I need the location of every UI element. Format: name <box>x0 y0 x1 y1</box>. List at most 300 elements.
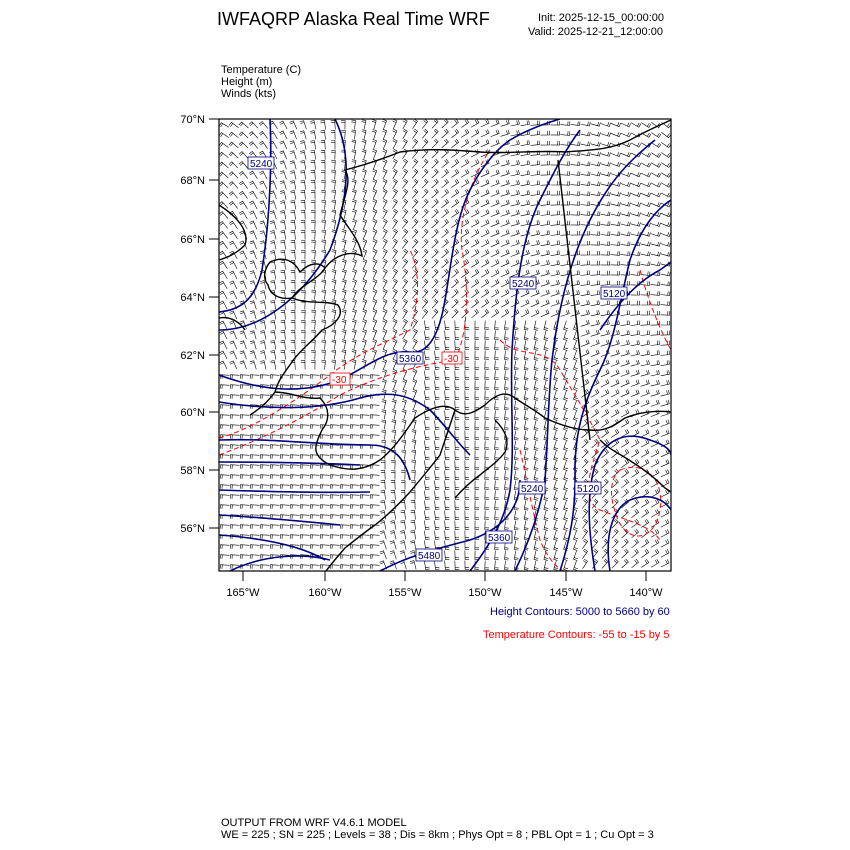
wind-barb <box>445 441 450 450</box>
wind-barb <box>534 321 538 331</box>
wind-barb <box>310 425 319 429</box>
wind-barb <box>310 131 316 140</box>
wind-barb <box>651 153 661 158</box>
wind-barb <box>521 270 529 277</box>
wind-barb <box>311 161 316 170</box>
wind-barb <box>321 190 325 199</box>
wind-barb <box>661 549 669 557</box>
wind-barb <box>402 179 407 189</box>
wind-barb <box>301 270 305 279</box>
wind-barb <box>219 231 228 238</box>
wind-barb <box>342 320 346 330</box>
wind-barb <box>622 509 629 518</box>
wind-barb <box>524 511 528 521</box>
wind-barb <box>475 381 479 390</box>
wind-barb <box>524 451 528 461</box>
wind-barb <box>401 450 405 460</box>
height-contour-label: 5360 <box>488 533 511 544</box>
wind-barb <box>362 130 366 140</box>
wind-barb <box>485 521 489 530</box>
wind-barb <box>501 270 509 277</box>
wind-barb <box>432 119 438 128</box>
wind-barb <box>581 280 590 285</box>
wind-barb <box>402 259 407 269</box>
wind-barb <box>300 141 306 150</box>
wind-barb <box>340 565 349 569</box>
wind-barb <box>571 161 581 165</box>
wind-barb <box>465 331 469 340</box>
wind-barb <box>541 260 550 266</box>
wind-barb <box>432 129 438 138</box>
wind-barb <box>411 460 415 470</box>
wind-barb <box>445 501 450 510</box>
wind-barb <box>601 212 611 216</box>
wind-barb <box>471 229 479 237</box>
wind-barb <box>491 269 499 277</box>
wind-barb <box>435 361 440 370</box>
wind-barb <box>621 212 631 216</box>
wind-barb <box>475 441 479 450</box>
wind-barb <box>461 279 468 288</box>
wind-barb <box>402 400 406 410</box>
wind-barb <box>442 129 449 138</box>
wind-barb <box>403 119 407 129</box>
wind-barb <box>611 251 620 255</box>
wind-barb <box>270 221 276 230</box>
wind-barb <box>601 162 611 166</box>
wind-barb <box>531 141 540 146</box>
wind-barb <box>291 271 295 280</box>
wind-barb <box>239 171 248 178</box>
wind-barb <box>485 501 489 510</box>
wind-barb <box>661 390 670 396</box>
wind-barb <box>400 541 406 550</box>
wind-barb <box>465 501 469 510</box>
wind-barb <box>651 559 659 567</box>
wind-barb <box>551 310 559 317</box>
wind-barb <box>311 230 315 239</box>
wind-barb <box>290 415 299 419</box>
wind-barb <box>485 561 489 570</box>
wind-barb <box>435 421 440 430</box>
wind-barb <box>554 531 558 541</box>
wind-barb <box>574 371 578 381</box>
wind-barb <box>280 221 285 230</box>
wind-barb <box>491 210 499 217</box>
wind-barb <box>514 371 518 380</box>
wind-barb <box>611 192 621 196</box>
wind-barb <box>229 182 238 189</box>
lon-label: 165°W <box>226 587 260 599</box>
wind-barb <box>372 179 376 189</box>
wind-barb <box>280 415 289 419</box>
wind-barb <box>485 511 489 520</box>
height-contour-line <box>219 515 340 525</box>
wind-barb <box>270 525 279 529</box>
wind-barb <box>330 435 339 439</box>
wind-barb <box>424 541 429 550</box>
wind-barb <box>270 201 277 210</box>
wind-barb <box>352 340 356 350</box>
wind-barb <box>641 173 651 177</box>
wind-barb <box>544 541 548 551</box>
wind-barb <box>574 401 578 411</box>
wind-barb <box>461 259 468 267</box>
wind-barb <box>521 180 530 186</box>
wind-barb <box>561 171 570 175</box>
wind-barb <box>651 459 659 467</box>
wind-barb <box>330 535 339 539</box>
wind-barb <box>465 551 469 560</box>
wind-barb <box>220 475 229 479</box>
wind-barb <box>301 191 306 200</box>
wind-barb <box>465 461 469 470</box>
wind-barb <box>485 481 489 490</box>
wind-barb <box>270 241 276 250</box>
wind-barb <box>531 230 540 236</box>
wind-barb <box>641 212 651 216</box>
wind-barb <box>505 481 509 491</box>
wind-barb <box>445 471 450 480</box>
wind-barb <box>554 411 558 421</box>
wind-barb <box>651 331 660 336</box>
wind-barb <box>455 371 459 380</box>
wind-barb <box>661 232 671 237</box>
wind-barb <box>631 311 640 316</box>
wind-barb <box>442 139 449 148</box>
wind-barb <box>342 280 346 290</box>
temperature-contour-line <box>219 250 418 438</box>
wind-barb <box>641 163 651 167</box>
wind-barb <box>352 150 356 160</box>
wind-barb <box>451 179 458 187</box>
wind-barb <box>350 475 359 479</box>
wind-barb <box>370 415 379 419</box>
wind-barb <box>461 119 468 127</box>
wind-barb <box>424 441 429 450</box>
wind-barb <box>424 381 429 390</box>
wind-barb <box>311 320 315 329</box>
wind-barb <box>310 485 319 489</box>
wind-barb <box>442 249 449 258</box>
wind-barb <box>661 400 670 406</box>
wind-barb <box>310 505 319 509</box>
wind-barb <box>574 541 578 551</box>
wind-barb <box>551 211 560 216</box>
wind-barb <box>661 360 670 365</box>
wind-barb <box>390 541 396 550</box>
wind-barb <box>219 281 227 289</box>
wind-barb <box>281 321 286 330</box>
wind-barb <box>622 539 629 548</box>
wind-barb <box>641 340 650 345</box>
wind-barb <box>445 481 450 490</box>
wind-barb <box>544 351 548 361</box>
wind-barb <box>621 360 630 366</box>
wind-barb <box>461 129 469 137</box>
wind-barb <box>511 240 520 247</box>
wind-barb <box>465 531 469 540</box>
wind-barb <box>220 545 229 549</box>
wind-barb <box>381 491 386 500</box>
wind-barb <box>524 411 528 421</box>
wind-barb <box>432 309 438 318</box>
wind-barb <box>445 371 450 380</box>
wind-barb <box>432 209 439 218</box>
wind-barb <box>583 549 588 559</box>
wind-barb <box>280 141 287 149</box>
wind-barb <box>260 425 269 429</box>
wind-barb <box>581 271 590 276</box>
wind-barb <box>591 162 601 166</box>
wind-barb <box>280 361 285 370</box>
wind-barb <box>432 229 439 238</box>
wind-barb <box>250 395 259 399</box>
wind-barb <box>270 425 279 429</box>
wind-barb <box>342 350 346 360</box>
wind-barb <box>521 309 529 317</box>
wind-barb <box>219 361 227 369</box>
wind-barb <box>514 551 518 560</box>
wind-barb <box>475 501 479 510</box>
wind-barb <box>280 445 289 449</box>
wind-barb <box>321 210 325 219</box>
wind-barb <box>393 279 398 289</box>
wind-barb <box>280 241 285 250</box>
wind-barb <box>651 489 659 497</box>
wind-barb <box>531 240 540 246</box>
wind-barb <box>270 361 275 370</box>
wind-barb <box>551 240 560 245</box>
wind-barb <box>382 359 386 369</box>
wind-barb <box>393 299 398 309</box>
wind-barb <box>611 330 620 336</box>
wind-barb <box>230 351 237 359</box>
wind-barb <box>661 252 671 256</box>
wind-barb <box>602 529 608 538</box>
wind-barb <box>260 291 266 300</box>
wind-barb <box>402 209 408 219</box>
wind-barb <box>372 130 376 140</box>
wind-barb <box>554 371 558 381</box>
height-contour-line <box>608 497 671 571</box>
wind-barb <box>422 119 428 129</box>
wind-barb <box>422 259 428 268</box>
wind-barb <box>612 539 618 548</box>
wind-barb <box>321 180 325 189</box>
wind-barb <box>564 501 568 511</box>
wind-barb <box>651 183 661 188</box>
wind-barb <box>511 190 520 196</box>
wind-barb <box>219 172 228 178</box>
wind-barb <box>505 421 509 431</box>
wind-barb <box>511 270 519 277</box>
wind-barb <box>622 519 629 528</box>
wind-barb <box>632 559 639 568</box>
wind-barb <box>412 139 417 149</box>
wind-barb <box>511 230 520 236</box>
wind-barb <box>475 421 479 430</box>
wind-barb <box>281 311 286 320</box>
wind-barb <box>300 425 309 429</box>
wind-barb <box>481 150 489 157</box>
wind-barb <box>342 270 346 280</box>
wind-barb <box>501 240 509 247</box>
wind-barb <box>260 495 269 499</box>
wind-barb <box>651 390 660 396</box>
wind-barb <box>340 425 349 429</box>
wind-barb <box>370 455 379 459</box>
wind-barb <box>495 511 499 520</box>
wind-barb <box>383 249 388 259</box>
wind-barb <box>424 451 429 460</box>
wind-barb <box>574 411 578 421</box>
wind-barb <box>412 440 416 450</box>
wind-barb <box>544 341 548 351</box>
wind-barb <box>591 221 600 225</box>
wind-barb <box>362 299 366 309</box>
wind-barb <box>612 459 619 468</box>
wind-barb <box>311 191 315 200</box>
wind-barb <box>491 200 499 207</box>
wind-barb <box>332 270 336 280</box>
wind-barb <box>402 410 406 420</box>
wind-barb <box>220 565 229 569</box>
wind-barb <box>495 431 499 440</box>
wind-barb <box>360 415 369 419</box>
wind-barb <box>360 405 369 409</box>
wind-barb <box>601 271 610 275</box>
wind-barb <box>591 281 600 286</box>
wind-barb <box>270 211 276 220</box>
wind-barb <box>352 269 356 279</box>
wind-barb <box>240 505 249 509</box>
wind-barb <box>321 340 325 350</box>
wind-barb <box>485 391 489 400</box>
wind-barb <box>381 461 385 470</box>
wind-barb <box>300 495 309 499</box>
wind-barb <box>300 181 305 190</box>
wind-barb <box>531 260 540 266</box>
wind-barb <box>311 280 315 289</box>
wind-barb <box>621 202 631 206</box>
wind-barb <box>491 240 499 247</box>
wind-barb <box>591 241 600 245</box>
wind-barb <box>651 242 661 246</box>
wind-barb <box>485 421 489 430</box>
wind-barb <box>631 360 640 366</box>
wind-barb <box>475 551 479 560</box>
wind-barb <box>611 202 621 206</box>
wind-barb <box>445 511 450 520</box>
wind-barb <box>564 321 568 331</box>
wind-barb <box>583 559 588 569</box>
wind-barb <box>229 152 238 158</box>
wind-barb <box>541 141 550 145</box>
wind-barb <box>342 330 346 340</box>
wind-barb <box>641 271 651 275</box>
wind-barb <box>270 505 279 509</box>
wind-barb <box>301 201 306 210</box>
wind-barb <box>581 211 590 215</box>
wind-barb <box>554 491 558 501</box>
wind-barb <box>534 561 538 571</box>
wind-barb <box>422 269 428 278</box>
wind-barb <box>641 252 651 256</box>
wind-barb <box>451 129 458 138</box>
wind-barb <box>561 201 570 205</box>
wind-barb <box>362 239 366 249</box>
wind-barb <box>475 521 479 530</box>
wind-barb <box>602 559 608 568</box>
wind-barb <box>320 435 329 439</box>
wind-barb <box>582 539 587 549</box>
wind-barb <box>432 239 439 248</box>
wind-barb <box>491 180 499 187</box>
wind-barb <box>219 331 227 339</box>
wind-barb <box>485 321 489 330</box>
wind-barb <box>250 331 256 340</box>
wind-barb <box>331 190 335 200</box>
wind-barb <box>591 389 599 397</box>
wind-barb <box>582 439 589 448</box>
wind-barb <box>564 411 568 421</box>
wind-barb <box>481 279 489 287</box>
wind-barb <box>465 361 469 370</box>
wind-barb <box>352 290 356 300</box>
wind-barb <box>524 381 528 391</box>
wind-barb <box>501 130 510 136</box>
wind-barb <box>581 132 591 136</box>
wind-barb <box>260 455 269 459</box>
wind-barb <box>495 441 499 450</box>
wind-barb <box>475 481 479 490</box>
wind-barb <box>362 279 366 289</box>
wind-barb <box>534 331 538 341</box>
wind-barb <box>591 142 601 146</box>
wind-barb <box>471 209 479 217</box>
wind-barb <box>360 495 369 499</box>
wind-barb <box>534 341 538 351</box>
wind-barb <box>330 425 339 429</box>
wind-barb <box>219 133 229 138</box>
wind-barb <box>280 475 289 479</box>
wind-barb <box>514 431 518 440</box>
wind-barb <box>373 189 377 199</box>
wind-barb <box>661 559 669 567</box>
wind-barb <box>229 221 237 229</box>
wind-barb <box>340 405 349 409</box>
wind-barb <box>219 351 227 359</box>
wind-barb <box>403 339 407 349</box>
wind-barb <box>370 495 379 499</box>
wind-barb <box>372 120 376 130</box>
wind-barb <box>402 269 407 279</box>
wind-barb <box>495 351 499 360</box>
wind-barb <box>321 131 326 140</box>
wind-barb <box>651 449 659 457</box>
wind-barb <box>410 531 415 540</box>
wind-barb <box>591 310 600 316</box>
wind-barb <box>422 169 428 178</box>
wind-barb <box>330 505 339 509</box>
wind-barb <box>230 331 237 339</box>
wind-barb <box>402 249 407 259</box>
wind-barb <box>290 171 296 180</box>
wind-barb <box>621 152 631 156</box>
wind-barb <box>300 121 307 130</box>
wind-barb <box>602 539 608 549</box>
